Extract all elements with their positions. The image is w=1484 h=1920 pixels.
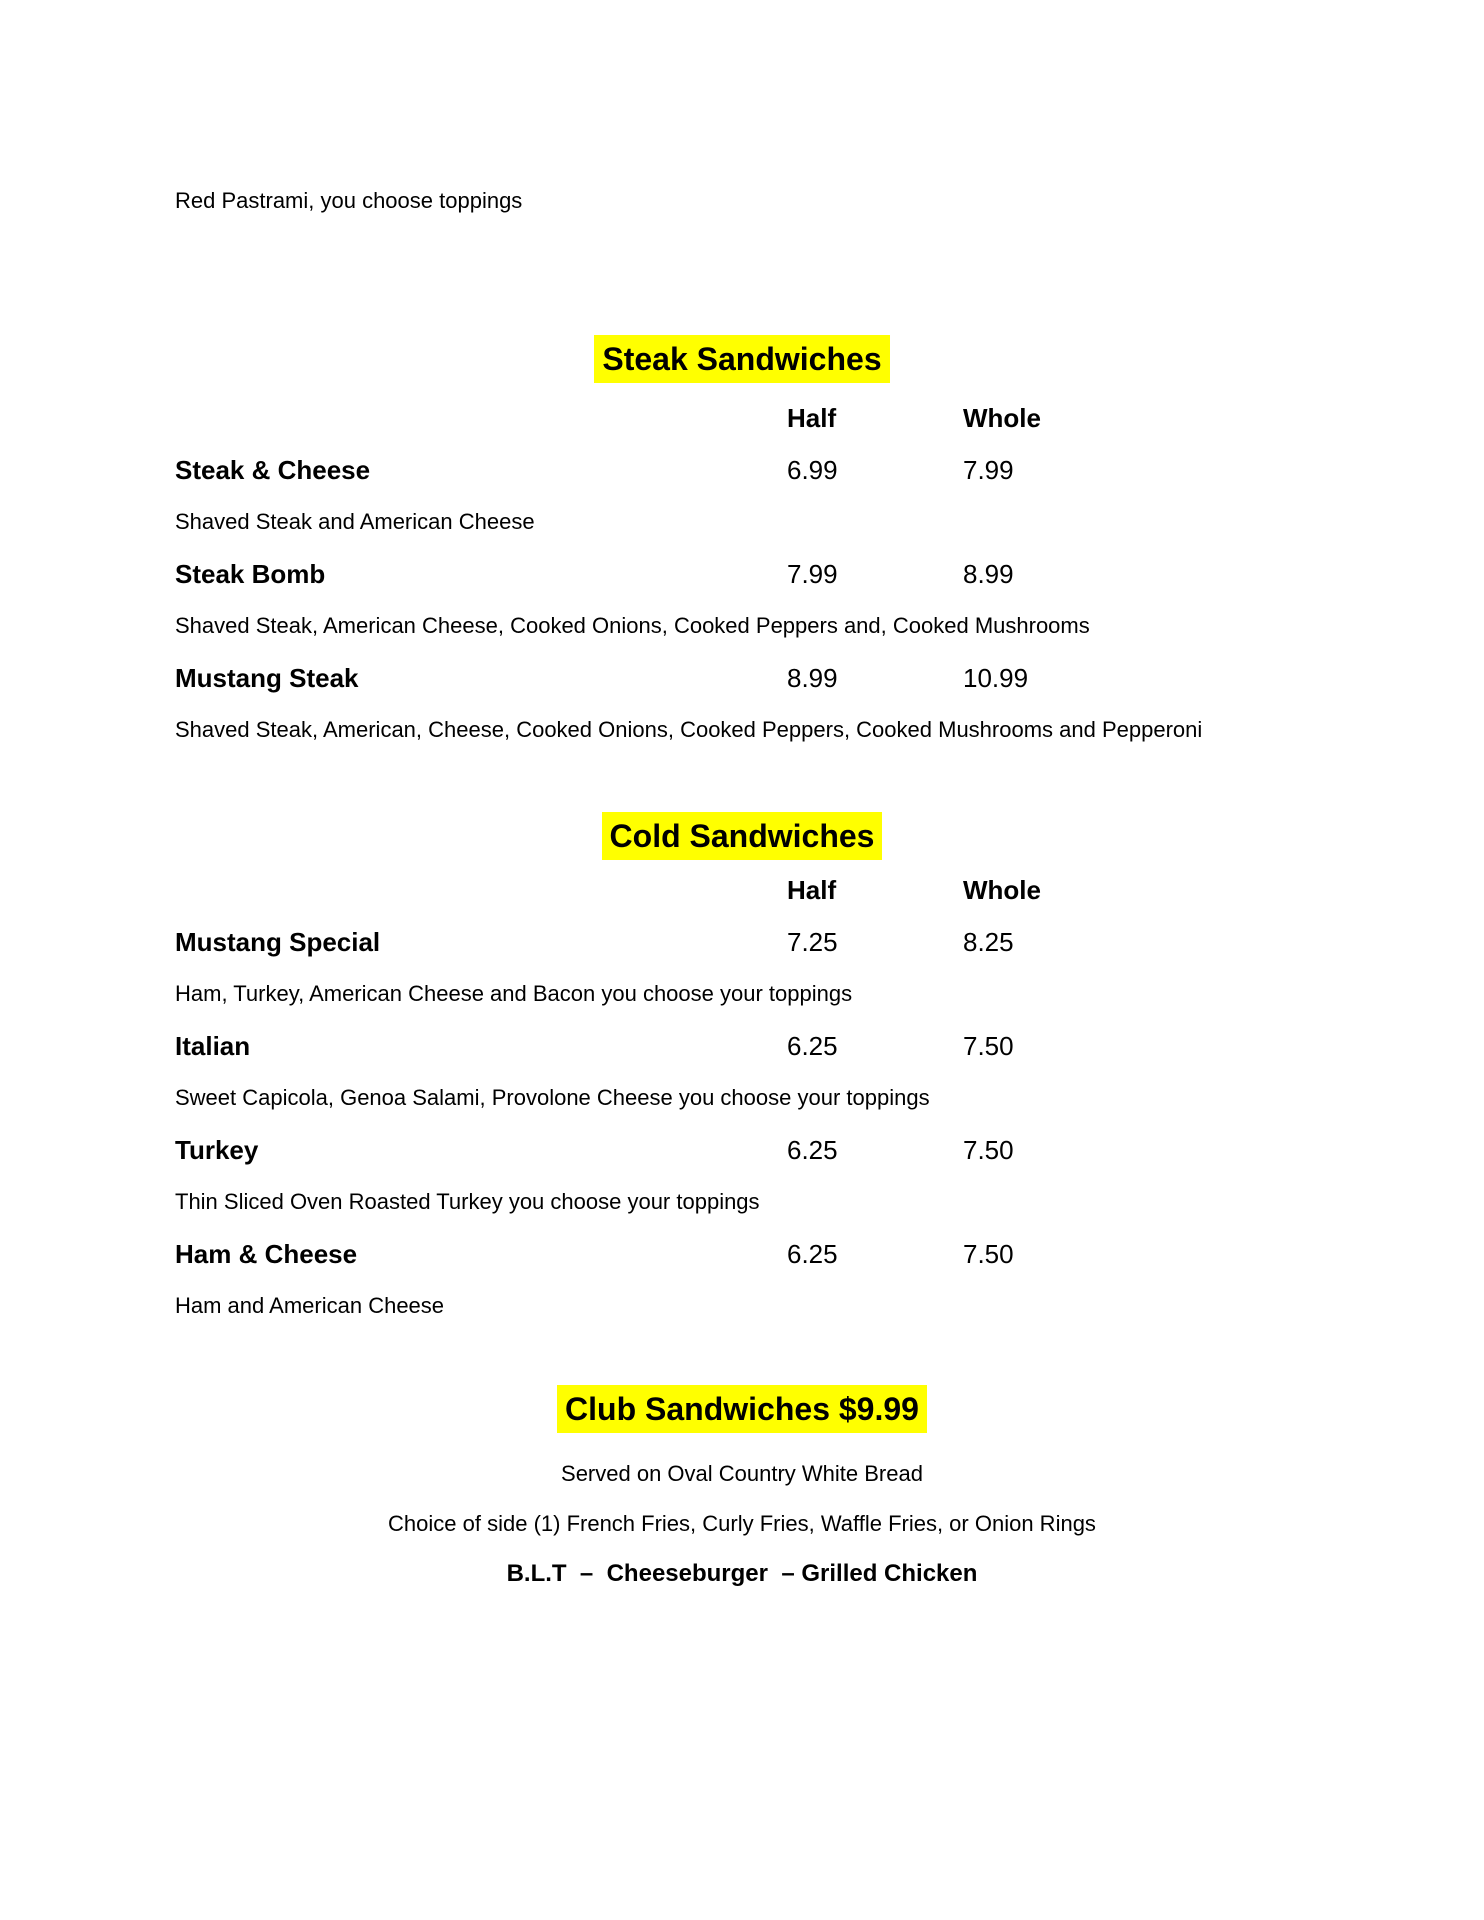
club-side-choice-line: Choice of side (1) French Fries, Curly Fries, Waffle Fries, or Onion Rings	[388, 1511, 1096, 1536]
menu-item-price-half: 6.25	[787, 1135, 838, 1165]
menu-item-description: Sweet Capicola, Genoa Salami, Provolone Cheese you choose your toppings	[175, 1085, 930, 1110]
section-title-highlight: Club Sandwiches $9.99	[557, 1385, 927, 1433]
menu-item-name: Ham & Cheese	[175, 1239, 358, 1269]
menu-item-price-half: 7.99	[787, 559, 838, 589]
menu-item-price-whole: 7.50	[963, 1031, 1014, 1061]
menu-item-price-half: 7.25	[787, 927, 838, 957]
section-heading-club-sandwiches	[175, 1385, 1309, 1433]
menu-item-description-row	[175, 704, 1309, 756]
menu-item-row	[175, 1124, 1309, 1176]
menu-item-price-whole: 7.99	[963, 455, 1014, 485]
price-header-row	[175, 392, 1309, 444]
menu-item-name: Steak & Cheese	[175, 455, 371, 485]
menu-item-price-half: 6.99	[787, 455, 838, 485]
menu-item-row	[175, 444, 1309, 496]
menu-item-price-whole: 10.99	[963, 663, 1029, 693]
menu-item-description: Shaved Steak, American, Cheese, Cooked Onions, Cooked Peppers, Cooked Mushrooms and Pepperoni	[175, 717, 1203, 742]
menu-item-description: Ham, Turkey, American Cheese and Bacon you choose your toppings	[175, 981, 853, 1006]
section-title-highlight: Steak Sandwiches	[594, 335, 889, 383]
menu-item-name: Mustang Special	[175, 927, 381, 957]
menu-item-description-row	[175, 600, 1309, 652]
menu-item-description-row	[175, 496, 1309, 548]
column-header-whole: Whole	[963, 403, 1041, 433]
menu-item-description: Ham and American Cheese	[175, 1293, 445, 1318]
menu-item-name: Steak Bomb	[175, 559, 326, 589]
section-heading-cold-sandwiches	[175, 812, 1309, 860]
menu-item-row	[175, 916, 1309, 968]
menu-item-price-whole: 7.50	[963, 1239, 1014, 1269]
menu-item-price-whole: 8.99	[963, 559, 1014, 589]
menu-item-description-row	[175, 968, 1309, 1020]
menu-item-row	[175, 1228, 1309, 1280]
menu-item-description: Shaved Steak and American Cheese	[175, 509, 535, 534]
document-content	[0, 190, 1484, 1599]
club-varieties-line: B.L.T – Cheeseburger – Grilled Chicken	[506, 1560, 978, 1587]
menu-item-price-half: 6.25	[787, 1031, 838, 1061]
section-title-highlight: Cold Sandwiches	[602, 812, 883, 860]
menu-item-name: Turkey	[175, 1135, 259, 1165]
column-header-half: Half	[787, 403, 837, 433]
menu-item-description-row	[175, 1072, 1309, 1124]
price-header-row	[175, 864, 1309, 916]
menu-item-row	[175, 652, 1309, 704]
menu-item-row	[175, 548, 1309, 600]
carryover-item-description: Red Pastrami, you choose toppings	[175, 188, 523, 213]
menu-item-description: Shaved Steak, American Cheese, Cooked Onions, Cooked Peppers and, Cooked Mushrooms	[175, 613, 1090, 638]
menu-item-price-whole: 8.25	[963, 927, 1014, 957]
menu-item-row	[175, 1020, 1309, 1072]
menu-item-price-half: 8.99	[787, 663, 838, 693]
menu-item-name: Mustang Steak	[175, 663, 359, 693]
section-heading-steak-sandwiches	[175, 335, 1309, 383]
menu-item-description: Thin Sliced Oven Roasted Turkey you choose your toppings	[175, 1189, 760, 1214]
column-header-whole: Whole	[963, 875, 1041, 905]
menu-item-name: Italian	[175, 1031, 251, 1061]
column-header-half: Half	[787, 875, 837, 905]
club-served-on-line: Served on Oval Country White Bread	[561, 1461, 923, 1486]
menu-item-description-row	[175, 1176, 1309, 1228]
menu-item-description-row	[175, 1280, 1309, 1332]
menu-item-price-half: 6.25	[787, 1239, 838, 1269]
menu-item-price-whole: 7.50	[963, 1135, 1014, 1165]
